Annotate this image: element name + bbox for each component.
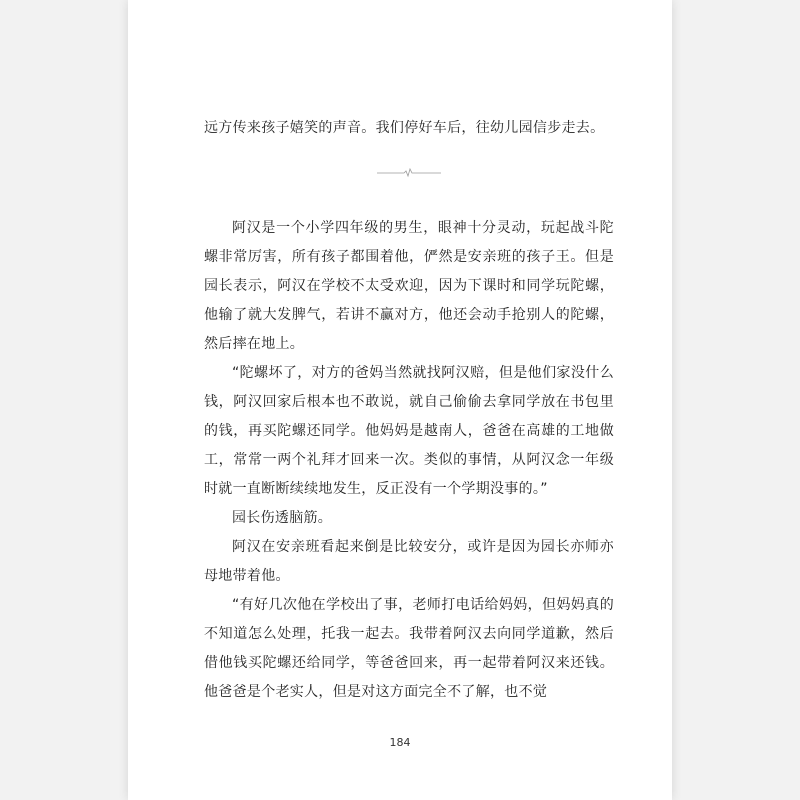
paragraph: 阿汉在安亲班看起来倒是比较安分，或许是因为园长亦师亦母地带着他。 (204, 539, 614, 584)
paragraph: “有好几次他在学校出了事，老师打电话给妈妈，但妈妈真的不知道怎么处理，托我一起去。我带着阿汉去向同学道歉，然后借他钱买陀螺还给同学，等爸爸回来，再一起带着阿汉来还钱。他爸爸是个老实人，但是对这方面完全不了解，也不觉 (204, 597, 614, 700)
page-number: 184 (389, 736, 411, 749)
paragraph: “陀螺坏了，对方的爸妈当然就找阿汉赔，但是他们家没什么钱，阿汉回家后根本也不敢说，就自己偷偷去拿同学放在书包里的钱，再买陀螺还同学。他妈妈是越南人，爸爸在高雄的工地做工，常常一两个礼拜才回来一次。类似的事情，从阿汉念一年级时就一直断断续续地发生，反正没有一个学期没事的。” (204, 365, 614, 497)
page-text (204, 114, 614, 707)
opening-line: 远方传来孩子嬉笑的声音。我们停好车后，往幼儿园信步走去。 (204, 120, 605, 136)
paragraph: 阿汉是一个小学四年级的男生，眼神十分灵动，玩起战斗陀螺非常厉害，所有孩子都围着他，俨然是安亲班的孩子王。但是园长表示，阿汉在学校不太受欢迎，因为下课时和同学玩陀螺，他输了就大发脾气，若讲不赢对方，他还会动手抢别人的陀螺，然后摔在地上。 (204, 220, 614, 352)
book-page (128, 0, 672, 800)
paragraph: 园长伤透脑筋。 (232, 510, 333, 526)
section-divider (377, 167, 441, 179)
